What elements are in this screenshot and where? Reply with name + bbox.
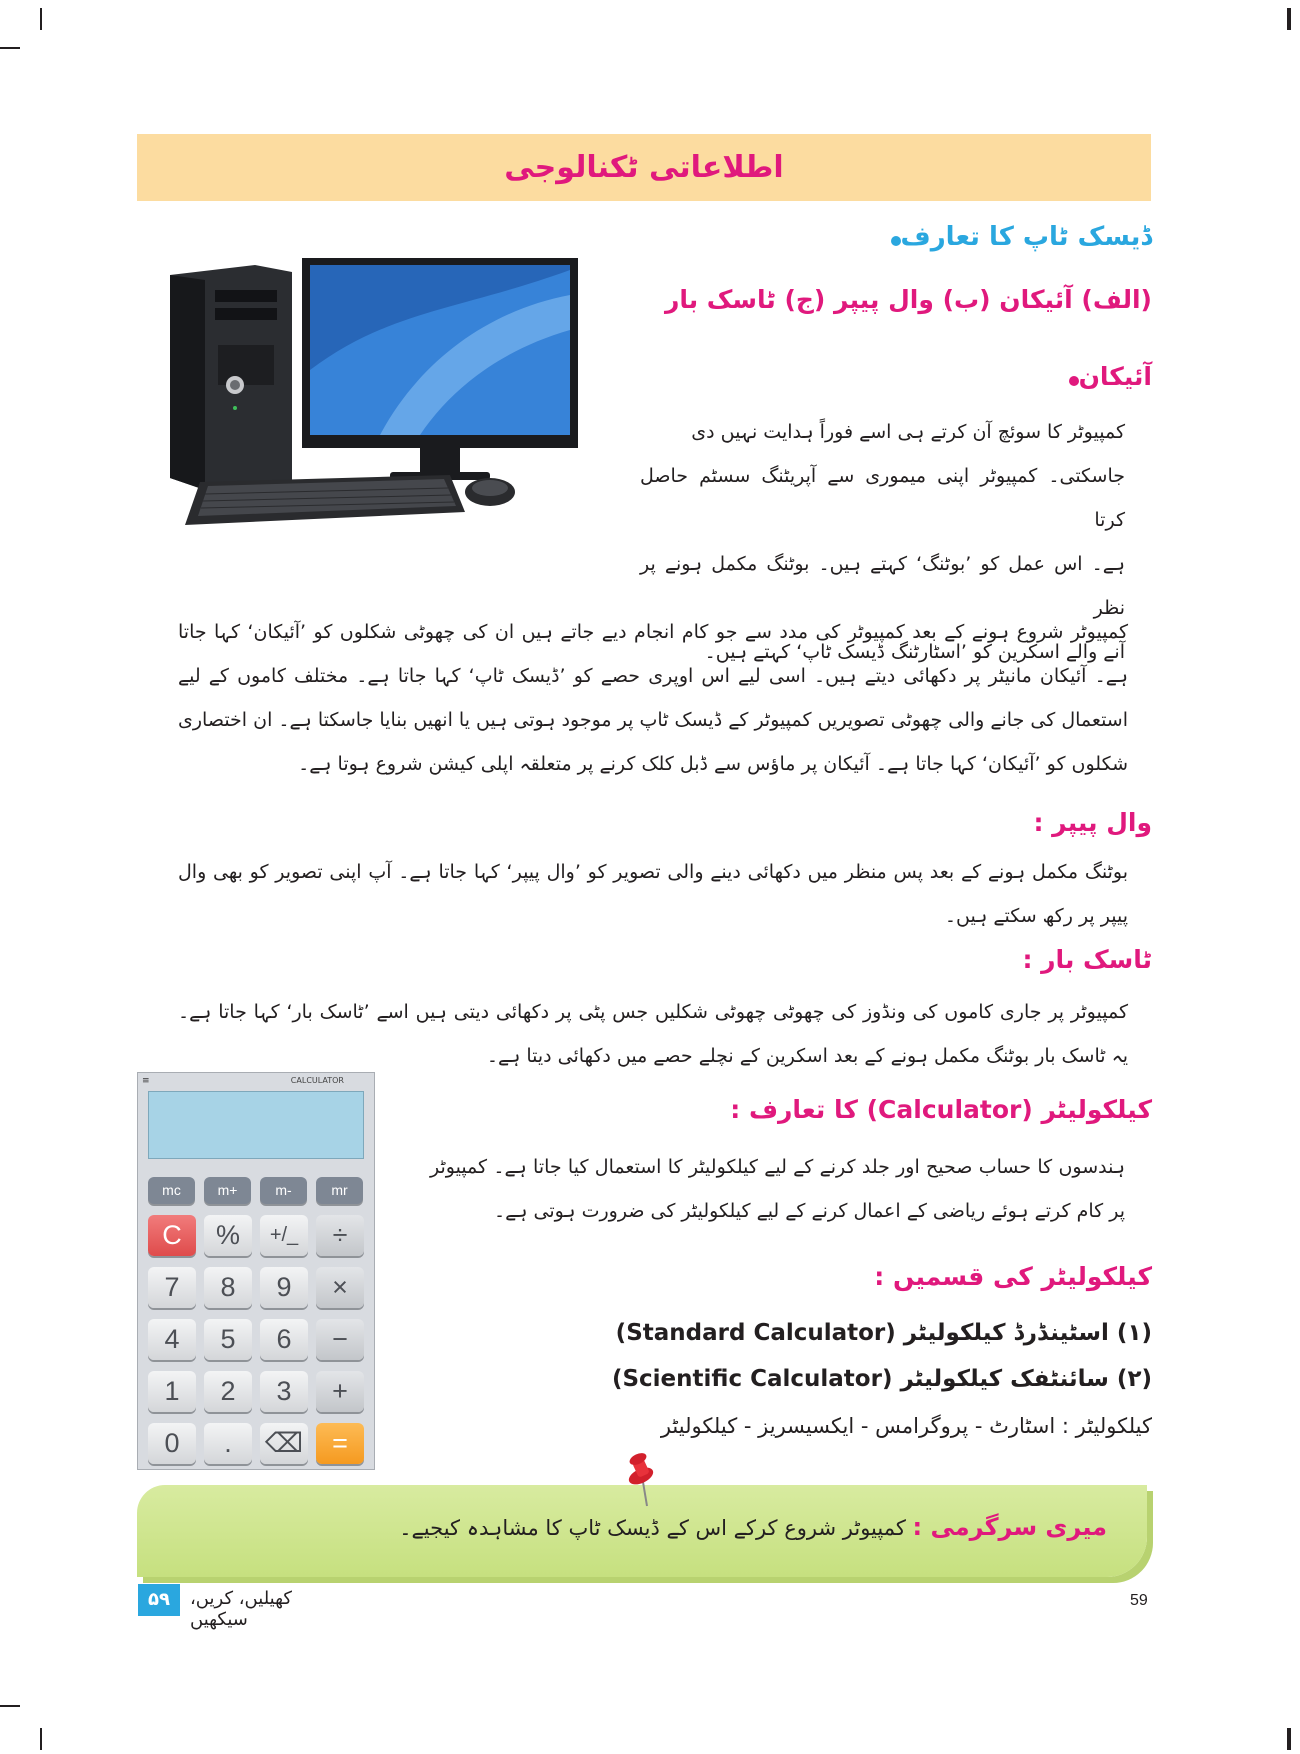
footer-book-title: کھیلیں، کریں، سیکھیں <box>190 1588 292 1630</box>
footer-urdu-page-number: ۵۹ <box>138 1584 180 1616</box>
icon-line: کمپیوٹر کا سوئچ آن کرتے ہی اسے فوراً ہدایت نہیں دی <box>691 421 1125 443</box>
calc-key: 3 <box>260 1371 308 1412</box>
calc-key-clear: C <box>148 1215 196 1256</box>
calculator-title: CALCULATOR <box>290 1076 344 1085</box>
wallpaper-heading: وال پیپر : <box>1033 808 1152 837</box>
activity-label: میری سرگرمی : <box>912 1513 1107 1541</box>
icon-line: آنے والے اسکرین کو ’اسٹارٹنگ ڈیسک ٹاپ‘ کہتے ہیں۔ <box>704 641 1125 663</box>
desktop-computer-image <box>160 250 590 540</box>
bullet-icon <box>891 236 901 246</box>
icon-line: ہے۔ اس عمل کو ’بوٹنگ‘ کہتے ہیں۔ بوٹنگ مکمل ہونے پر نظر <box>640 553 1125 619</box>
icon-heading-text: آئیکان <box>1078 362 1152 391</box>
calculator-intro-paragraph: ہندسوں کا حساب صحیح اور جلد کرنے کے لیے کیلکولیٹر کا استعمال کیا جاتا ہے۔ کمپیوٹر پر کام کرتے ہوئے ریاضی کے اعمال کرنے کے لیے کیلکولیٹر کی ضرورت ہوتی ہے۔ <box>430 1156 1125 1222</box>
desktop-intro-title: ڈیسک ٹاپ کا تعارف <box>900 222 1152 252</box>
calc-key: 8 <box>204 1267 252 1308</box>
calc-key: % <box>204 1215 252 1256</box>
calculator-intro-heading: کیلکولیٹر (Calculator) کا تعارف : <box>730 1095 1152 1124</box>
section-intro-heading <box>592 222 1152 252</box>
calculator-type-standard: (۱) اسٹینڈرڈ کیلکولیٹر (Standard Calculator) <box>615 1320 1152 1346</box>
calculator-image <box>137 1072 375 1470</box>
icon-section-heading <box>752 362 1152 391</box>
calc-key: × <box>316 1267 364 1308</box>
section-intro-parts: (الف) آئیکان (ب) وال پیپر (ج) ٹاسک بار <box>664 285 1152 314</box>
calc-key: 4 <box>148 1319 196 1360</box>
crop-mark <box>0 47 20 49</box>
pushpin-icon <box>625 1452 665 1507</box>
activity-content <box>307 1513 1107 1541</box>
calc-key: 0 <box>148 1423 196 1464</box>
calc-key: 7 <box>148 1267 196 1308</box>
crop-mark <box>40 8 42 30</box>
bullet-icon <box>1069 376 1079 386</box>
calc-key: +/_ <box>260 1215 308 1256</box>
crop-mark <box>0 1705 20 1707</box>
footer-page-number: 59 <box>1130 1592 1148 1609</box>
calc-key-memory: mr <box>316 1177 363 1204</box>
taskbar-paragraph: کمپیوٹر پر جاری کاموں کی ونڈوز کی چھوٹی چھوٹی شکلیں جس پٹی پر دکھائی دیتی ہیں اسے ’ٹاسک بار‘ کہا جاتا ہے۔ یہ ٹاسک بار بوٹنگ مکمل ہونے کے بعد اسکرین کے نچلے حصے میں دکھائی دیتا ہے۔ <box>178 1001 1128 1067</box>
calc-key: 5 <box>204 1319 252 1360</box>
icon-line: جاسکتی۔ کمپیوٹر اپنی میموری سے آپریٹنگ سسٹم حاصل کرتا <box>640 465 1125 531</box>
calc-key: 9 <box>260 1267 308 1308</box>
crop-mark <box>1287 8 1291 30</box>
calc-key: 2 <box>204 1371 252 1412</box>
wallpaper-paragraph: بوٹنگ مکمل ہونے کے بعد پس منظر میں دکھائی دینے والی تصویر کو ’وال پیپر‘ کہا جاتا ہے۔ آپ اپنی تصویر کو بھی وال پیپر پر رکھ سکتے ہیں۔ <box>178 861 1128 927</box>
crop-mark <box>40 1728 42 1750</box>
calc-key-memory: m- <box>260 1177 307 1204</box>
calc-key: ÷ <box>316 1215 364 1256</box>
calculator-screen <box>148 1091 364 1159</box>
calc-key: ⌫ <box>260 1423 308 1464</box>
menu-icon: ≡ <box>142 1076 150 1086</box>
chapter-title: اطلاعاتی ٹکنالوجی <box>504 150 784 185</box>
taskbar-heading: ٹاسک بار : <box>1022 945 1152 974</box>
calculator-type-scientific: (۲) سائنٹفک کیلکولیٹر (Scientific Calculator) <box>611 1366 1152 1392</box>
calc-key: 1 <box>148 1371 196 1412</box>
icon-paragraph: کمپیوٹر شروع ہونے کے بعد کمپیوٹر کی مدد سے جو کام انجام دیے جاتے ہیں ان کی چھوٹی شکلوں کو ’آئیکان‘ کہا جاتا ہے۔ آئیکان مانیٹر پر دکھائی دیتے ہیں۔ اسی لیے اس اوپری حصے کو ’ڈیسک ٹاپ‘ کہا جاتا ہے۔ مختلف کاموں کے لیے استعمال کی جانے والی چھوٹی تصویریں کمپیوٹر کے ڈیسک ٹاپ پر موجود ہوتی ہیں یا انھیں بنایا جاسکتا ہے۔ ان اختصاری شکلوں کو ’آئیکان‘ کہا جاتا ہے۔ آئیکان پر ماؤس سے ڈبل کلک کرنے پر متعلقہ اپلی کیشن شروع ہوتا ہے۔ <box>178 621 1128 775</box>
chapter-header <box>137 134 1151 201</box>
calc-key-memory: m+ <box>204 1177 251 1204</box>
calc-key: 6 <box>260 1319 308 1360</box>
crop-mark <box>1287 1728 1291 1750</box>
calc-key: . <box>204 1423 252 1464</box>
calc-key-equals: = <box>316 1423 364 1464</box>
calculator-types-heading: کیلکولیٹر کی قسمیں : <box>874 1262 1152 1291</box>
calculator-path: کیلکولیٹر : اسٹارٹ - پروگرامس - ایکسیسریز - کیلکولیٹر <box>660 1414 1152 1438</box>
calc-key: + <box>316 1371 364 1412</box>
calc-key: − <box>316 1319 364 1360</box>
calc-key-memory: mc <box>148 1177 195 1204</box>
activity-text: کمپیوٹر شروع کرکے اس کے ڈیسک ٹاپ کا مشاہدہ کیجیے۔ <box>399 1516 906 1540</box>
